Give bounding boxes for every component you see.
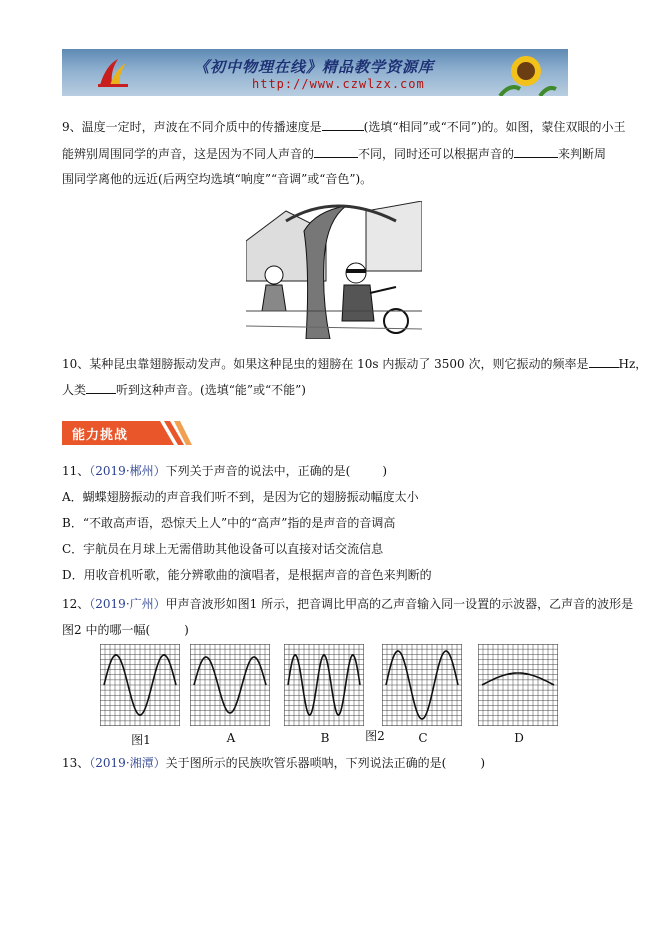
- caption-figure-1: 图1: [131, 733, 151, 747]
- q12-text: 图2 中的哪一幅(: [62, 623, 151, 637]
- q10-line-1: [62, 355, 647, 372]
- q13-stem: [62, 755, 485, 771]
- section-title: 能力挑战: [72, 428, 129, 443]
- q9-line-3: 围同学离他的远近(后两空均选填“响度”“音调”或“音色”)。: [62, 172, 373, 186]
- q12-line-2: [62, 622, 189, 638]
- q11-text: ): [382, 464, 388, 478]
- caption-option-b: B: [320, 731, 330, 745]
- q13-text: 关于图所示的民族吹管乐器唢呐，下列说法正确的是(: [165, 756, 447, 770]
- caption-option-d: D: [514, 731, 524, 745]
- q9-text: 9、温度一定时，声波在不同介质中的传播速度是: [62, 120, 322, 134]
- q11-number: 11、: [62, 464, 90, 478]
- waveform-option-a[interactable]: [190, 644, 270, 726]
- q11-option-b: B．“不敢高声语，恐惊天上人”中的“高声”指的是声音的音调高: [62, 516, 396, 530]
- q10-line-2: [62, 381, 306, 398]
- q9-text: (选填“相同”或“不同”)的。如图，蒙住双眼的小王: [363, 120, 626, 134]
- q11-text: 下列关于声音的说法中，正确的是(: [165, 464, 351, 478]
- q9-line-1: [62, 118, 626, 135]
- q12-number: 12、: [62, 597, 90, 611]
- q11-option-c: C．宇航员在月球上无需借助其他设备可以直接对话交流信息: [62, 542, 384, 556]
- q9-text: 不同，同时还可以根据声音的: [358, 147, 515, 161]
- q12-text: 甲声音波形如图1 所示，把音调比甲高的乙声音输入同一设置的示波器，乙声音的波形是: [165, 597, 634, 611]
- q13-number: 13、: [62, 756, 90, 770]
- q11-source: （2019·郴州）: [89, 464, 166, 478]
- q10-blank-2[interactable]: [86, 381, 116, 394]
- q9-blank-2[interactable]: [314, 145, 358, 158]
- sunflower-icon: [490, 49, 560, 96]
- q11-stem: [62, 463, 387, 479]
- site-logo-icon: [96, 55, 130, 89]
- caption-option-a: A: [226, 731, 236, 745]
- q9-text: 来判断周: [558, 147, 607, 161]
- q10-text: Hz，: [618, 357, 648, 371]
- waveform-option-b[interactable]: [284, 644, 364, 726]
- q12-stem: [62, 596, 633, 612]
- blindfold-game-illustration: [246, 201, 422, 339]
- caption-option-c: C: [418, 731, 428, 745]
- q10-text: 人类: [62, 383, 87, 397]
- waveform-option-c[interactable]: [382, 644, 462, 726]
- header-banner: [62, 49, 568, 96]
- q10-blank-1[interactable]: [589, 355, 619, 368]
- q11-option-d: D．用收音机听歌，能分辨歌曲的演唱者，是根据声音的音色来判断的: [62, 568, 432, 582]
- banner-url[interactable]: http://www.czwlzx.com: [252, 77, 425, 91]
- banner-title: 《初中物理在线》精品教学资源库: [194, 58, 435, 76]
- caption-figure-2: 图2: [365, 729, 385, 743]
- q9-text: 能辨别周围同学的声音，这是因为不同人声音的: [62, 147, 315, 161]
- q9-blank-3[interactable]: [514, 145, 558, 158]
- q10-text: 10、某种昆虫靠翅膀振动发声。如果这种昆虫的翅膀在 10s 内振动了 3500 次，则它振动的频率是: [62, 357, 589, 371]
- q13-text: ): [480, 756, 486, 770]
- q13-source: （2019·湘潭）: [89, 756, 166, 770]
- waveform-figure-1: [100, 644, 180, 726]
- waveform-option-d[interactable]: [478, 644, 558, 726]
- q11-option-a: A．蝴蝶翅膀振动的声音我们听不到，是因为它的翅膀振动幅度太小: [62, 490, 419, 504]
- q12-source: （2019·广州）: [89, 597, 166, 611]
- q10-text: 听到这种声音。(选填“能”或“不能”): [116, 383, 306, 397]
- q9-line-2: [62, 145, 606, 162]
- q9-blank-1[interactable]: [322, 118, 364, 131]
- q12-text: ): [184, 623, 189, 637]
